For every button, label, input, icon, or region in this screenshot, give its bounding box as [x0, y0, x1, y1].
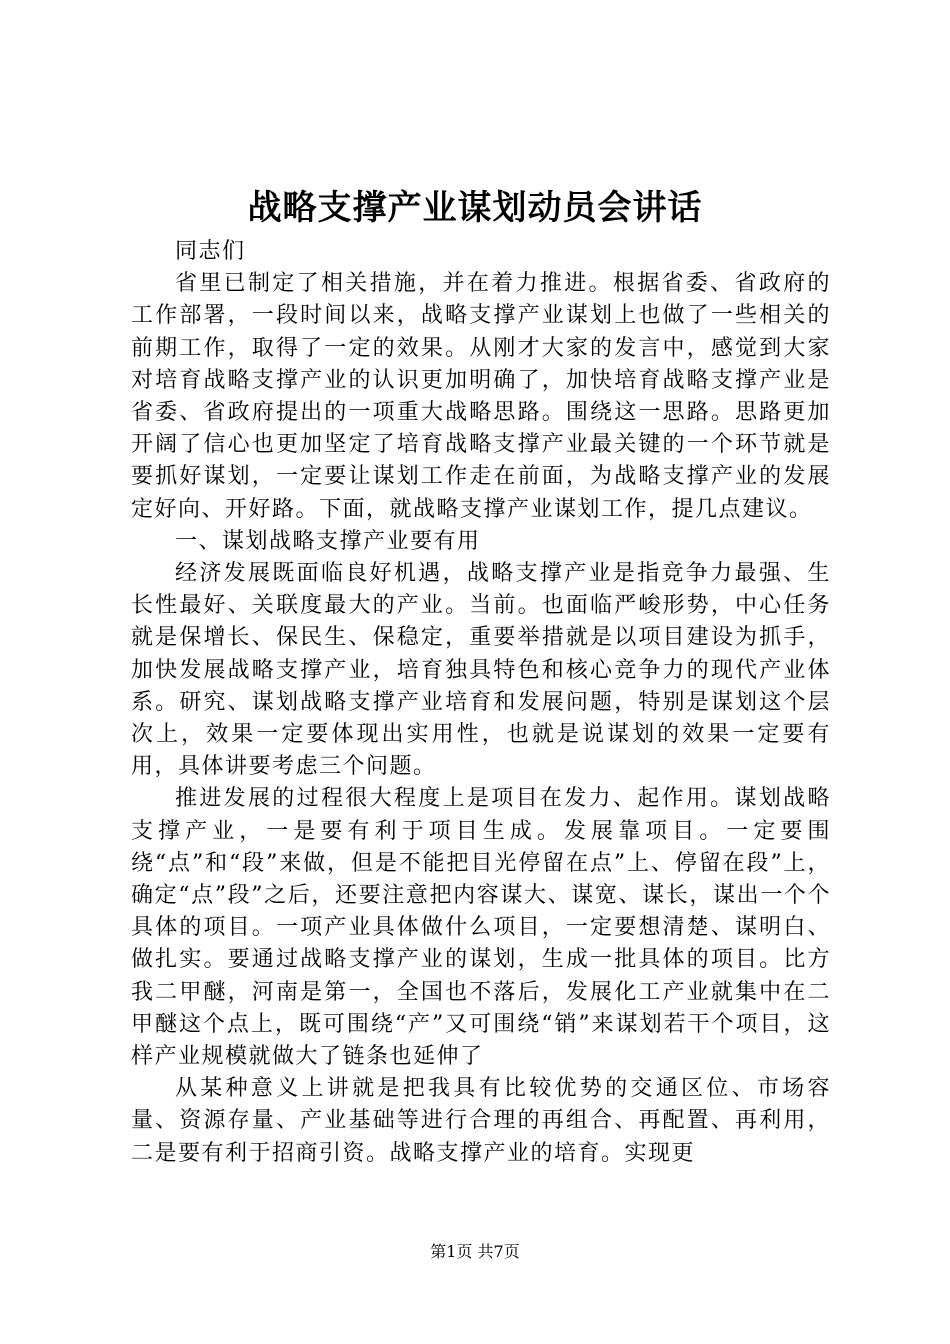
paragraph: 经济发展既面临良好机遇，战略支撑产业是指竞争力最强、生长性最好、关联度最大的产业。当前。也面临严峻形势，中心任务就是保增长、保民生、保稳定，重要举措就是以项目建设为抓手，加快发展战略支撑产业，培育独具特色和核心竞争力的现代产业体系。研究、谋划战略支撑产业培育和发展问题，特别是谋划这个层次上，效果一定要体现出实用性，也就是说谋划的效果一定要有用，具体讲要考虑三个问题。	[131, 561, 831, 780]
salutation: 同志们	[175, 239, 246, 264]
page-footer: 第1页 共7页	[430, 1242, 520, 1261]
paragraph: 从某种意义上讲就是把我具有比较优势的交通区位、市场容量、资源存量、产业基础等进行合理的再组合、再配置、再利用，二是要有利于招商引资。战略支撑产业的培育。实现更	[131, 1076, 831, 1166]
document-title: 战略支撑产业谋划动员会讲话	[247, 188, 703, 228]
paragraph: 省里已制定了相关措施，并在着力推进。根据省委、省政府的工作部署，一段时间以来，战略支撑产业谋划上也做了一些相关的前期工作，取得了一定的效果。从刚才大家的发言中，感觉到大家对培育战略支撑产业的认识更加明确了，加快培育战略支撑产业是省委、省政府提出的一项重大战略思路。围绕这一思路。思路更加开阔了信心也更加坚定了培育战略支撑产业最关键的一个环节就是要抓好谋划，一定要让谋划工作走在前面，为战略支撑产业的发展定好向、开好路。下面，就战略支撑产业谋划工作，提几点建议。	[131, 271, 831, 522]
document-body	[131, 236, 831, 1170]
section-heading: 一、谋划战略支撑产业要有用	[175, 528, 481, 554]
paragraph: 推进发展的过程很大程度上是项目在发力、起作用。谋划战略支撑产业，一是要有利于项目生成。发展靠项目。一定要围绕“点”和“段”来做，但是不能把目光停留在点”上、停留在段”上，确定“点”段”之后，还要注意把内容谋大、谋宽、谋长，谋出一个个具体的项目。一项产业具体做什么项目，一定要想清楚、谋明白、做扎实。要通过战略支撑产业的谋划，生成一批具体的项目。比方我二甲醚，河南是第一，全国也不落后，发展化工产业就集中在二甲醚这个点上，既可围绕“产”又可围绕“销”来谋划若干个项目，这样产业规模就做大了链条也延伸了	[131, 786, 831, 1070]
